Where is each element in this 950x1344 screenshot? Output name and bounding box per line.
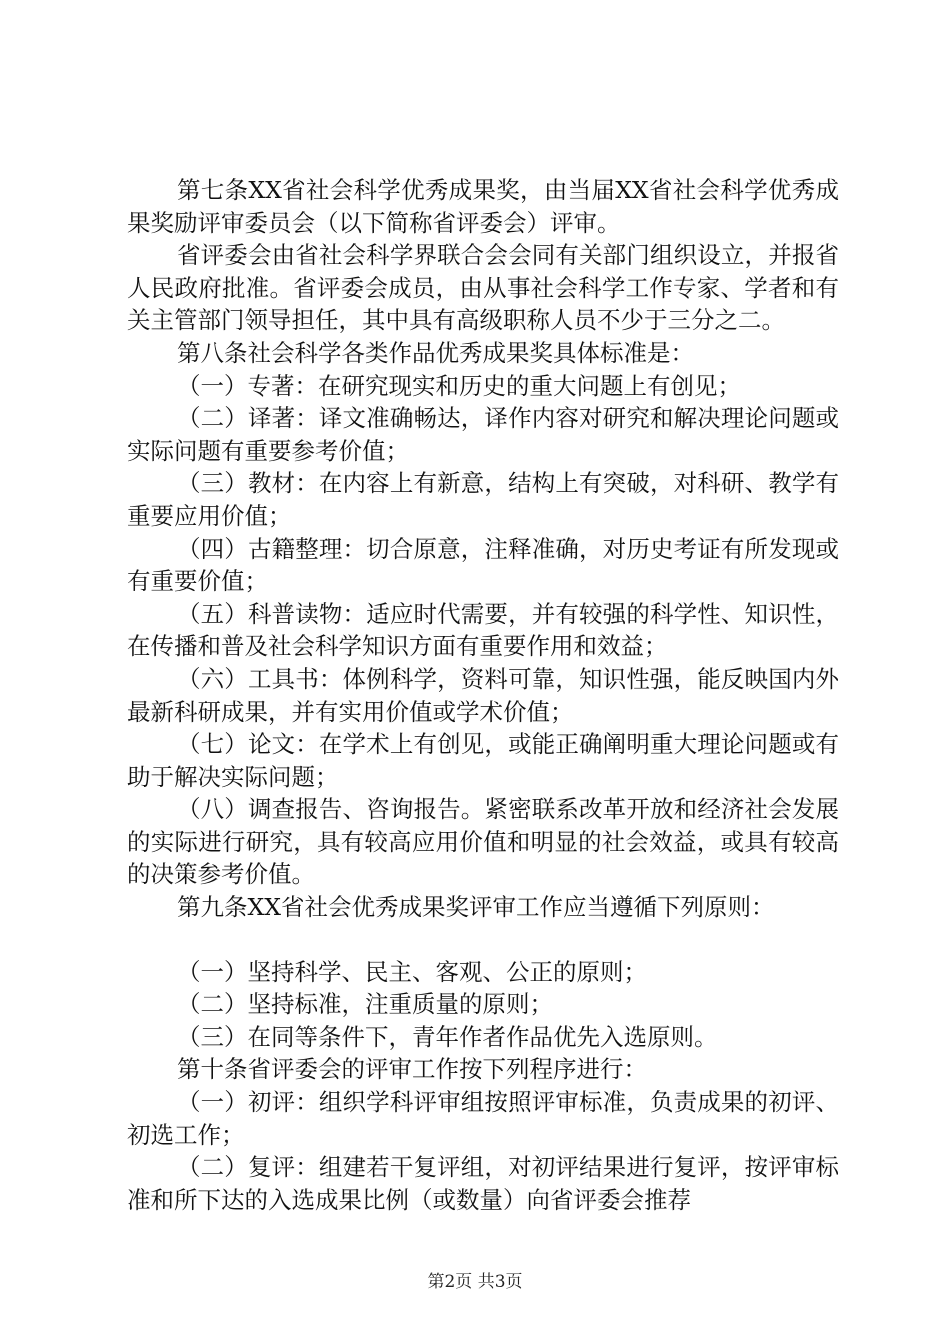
- paragraph: （一）坚持科学、民主、客观、公正的原则；: [177, 957, 647, 986]
- paragraph: （八）调查报告、咨询报告。紧密联系改革开放和经济社会发展的实际进行研究，具有较高应用价值和明显的社会效益，或具有较高的决策参考价值。: [127, 795, 839, 889]
- paragraph: （二）坚持标准，注重质量的原则；: [177, 990, 553, 1019]
- paragraph: 第十条省评委会的评审工作按下列程序进行：: [177, 1055, 647, 1084]
- paragraph: 省评委会由省社会科学界联合会会同有关部门组织设立，并报省人民政府批准。省评委会成员，由从事社会科学工作专家、学者和有关主管部门领导担任，其中具有高级职称人员不少于三分之二。: [127, 241, 839, 335]
- paragraph: （五）科普读物：适应时代需要，并有较强的科学性、知识性，在传播和普及社会科学知识方面有重要作用和效益；: [127, 599, 839, 661]
- paragraph: （一）专著：在研究现实和历史的重大问题上有创见；: [177, 371, 741, 400]
- paragraph: （一）初评：组织学科评审组按照评审标准，负责成果的初评、初选工作；: [127, 1088, 839, 1149]
- paragraph: （七）论文：在学术上有创见，或能正确阐明重大理论问题或有助于解决实际问题；: [127, 730, 839, 791]
- page-number-footer: 第2页 共3页: [427, 1272, 523, 1292]
- paragraph: （六）工具书：体例科学，资料可靠，知识性强，能反映国内外最新科研成果，并有实用价值或学术价值；: [127, 664, 839, 726]
- paragraph: （三）在同等条件下，青年作者作品优先入选原则。: [177, 1022, 718, 1051]
- document-body: [127, 174, 839, 1216]
- paragraph: （三）教材：在内容上有新意，结构上有突破，对科研、教学有重要应用价值；: [127, 469, 839, 530]
- paragraph-spacer: [127, 924, 839, 956]
- paragraph: 第八条社会科学各类作品优秀成果奖具体标准是：: [177, 338, 694, 367]
- paragraph: （四）古籍整理：切合原意，注释准确，对历史考证有所发现或有重要价值；: [127, 534, 839, 596]
- paragraph: （二）复评：组建若干复评组，对初评结果进行复评，按评审标准和所下达的入选成果比例（或数量）向省评委会推荐: [127, 1153, 839, 1214]
- paragraph: （二）译著：译文准确畅达，译作内容对研究和解决理论问题或实际问题有重要参考价值；: [127, 404, 839, 465]
- paragraph: 第七条XX省社会科学优秀成果奖，由当届XX省社会科学优秀成果奖励评审委员会（以下简称省评委会）评审。: [127, 176, 839, 237]
- paragraph: 第九条XX省社会优秀成果奖评审工作应当遵循下列原则：: [177, 893, 775, 922]
